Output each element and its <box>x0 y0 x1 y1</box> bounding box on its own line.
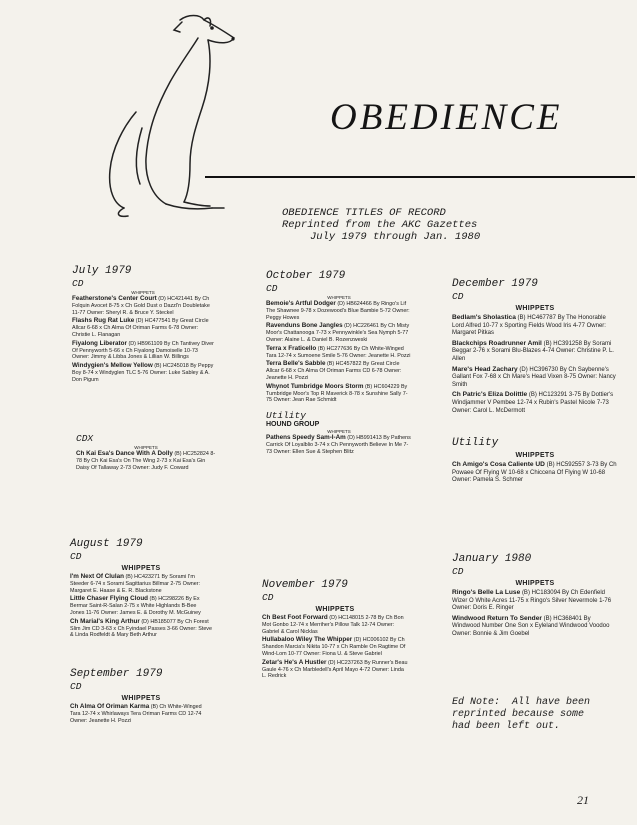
dog-details: (B) HC277636 By Ch White-Winged Tara 12-74 x Sumoene Smile 5-76 Owner: Jeanette H. Pozzi <box>266 345 411 359</box>
intro-block <box>282 207 480 243</box>
list-item <box>452 461 618 485</box>
dog-details: (D) HC421441 By Ch Folquin Avocet 8-75 x Ch Gold Dust o Dazzl'n Doubletake 11-77 Owner: Sheryl R. & Bruce Y. Steckel <box>72 296 210 316</box>
dog-details: (B) HC592557 3-73 By Ch Powaee Of Flying W 10-68 x Chiccena Of Flying W 10-68 Owner: Pamela S. Schmer <box>452 462 617 484</box>
dog-name: Ch Kai Esa's Dance With A Dolly <box>76 450 173 457</box>
dog-name: Little Chaser Flying Cloud <box>70 595 149 603</box>
dog-name: Hullabaloo Wiley The Whipper <box>262 636 353 644</box>
dog-details: (D) HB991413 By Pathens Carrick Of Loyalblio 3-74 x Ch Pennyworth Believe In Me 7-73 Owner: Ellen Sue & Stephen Blitz <box>266 435 411 455</box>
class-heading: CD <box>452 566 464 577</box>
dog-name: Mare's Head Zachary <box>452 365 518 373</box>
heading-rule <box>205 176 635 178</box>
section-august-1979 <box>70 538 212 641</box>
list-item <box>70 619 212 639</box>
dog-name: Fiyalong Liberator <box>72 339 127 347</box>
intro-line: OBEDIENCE TITLES OF RECORD <box>282 207 446 219</box>
list-item <box>452 340 618 364</box>
dog-name: Blackchips Roadrunner Amil <box>452 339 542 347</box>
dog-details: (D) HC477541 By Great Circle Allcar 6-68 x Ch Alma Of Oriman Farms 6-78 Owner: Christie L. Flanagan <box>72 318 209 338</box>
note-line: Ed Note: All have been <box>452 697 591 708</box>
list-item <box>452 589 618 613</box>
page-heading: OBEDIENCE <box>330 97 563 138</box>
class-heading: CDX <box>76 433 94 444</box>
list-item <box>70 704 212 724</box>
dog-details: (D) HC226461 By Ch Misty Moor's Chattanooga 7-73 x Pennywinkle's Sea Nymph 5-77 Owner: Alaine L. & Daniel B. Rozenzweski <box>266 323 410 343</box>
dog-details: (B) HC123291 3-75 By Dottier's Windjammer V Pembee 12-74 x Rubin's Pastel Nicole 7-73 Owner: Carol L. McDermott <box>452 392 614 414</box>
list-item <box>262 637 408 657</box>
class-heading: CD <box>262 592 274 603</box>
dog-name: Ch Alma Of Oriman Karma <box>70 703 150 710</box>
whippet-illustration <box>62 8 277 223</box>
list-item <box>266 384 412 404</box>
list-item <box>452 391 618 415</box>
dog-name: Terra Belle's Sabble <box>266 360 326 368</box>
dog-details: (B) HC391258 By Sorami Beggar 2-76 x Sorami Blu-Blazes 4-74 Owner: Christine P. L. Allen <box>452 340 614 362</box>
dog-details: (D) HB961109 By Ch Tantivey Diver Of Pennyworth 5-66 x Ch Fiyalong Damoiselle 10-73 Owner: Jimmy & Libba Jones & Lillian W. Billings <box>72 340 214 361</box>
dog-name: Bemoie's Artful Dodger <box>266 300 336 307</box>
class-heading: CD <box>70 551 82 562</box>
list-item <box>266 346 412 360</box>
list-item <box>452 366 618 390</box>
dog-name: Bedlam's Sholastica <box>452 314 516 321</box>
dog-details: (D) HC396730 By Ch Saybenne's Gallant Fox 7-68 x Ch Mare's Head Vixen 8-75 Owner: Nancy Smith <box>452 366 616 388</box>
section-july-1979 <box>72 265 214 386</box>
editor-note <box>452 697 590 733</box>
breed-heading: WHIPPETS <box>131 290 155 295</box>
note-line: had been left out. <box>452 721 561 732</box>
dog-details: (B) HC245018 By Peppy Boy 8-74 x Windyglen TLC 5-76 Owner: Luke Sabley & A. Don Pigum <box>72 363 214 383</box>
month-heading: December 1979 <box>452 278 538 290</box>
class-heading: Utility <box>452 437 499 449</box>
list-item <box>72 318 214 338</box>
month-heading: August 1979 <box>70 538 143 550</box>
dog-details: (D) HB185077 By Ch Forest Slim Jim CD 3-63 x Ch Fyindael Passes 3-66 Owner: Steve & Linda Rodfeldt & Mary Beth Arthur <box>70 618 213 639</box>
breed-heading: WHIPPETS <box>134 445 158 450</box>
list-item <box>266 301 412 321</box>
dog-details: (B) HC252824 8-78 By Ch Kai Esa's On The Wing 2-73 x Kai Esa's Gin Daisy Of Tallaway 2-73 Owner: Judy F. Coward <box>76 451 216 471</box>
breed-heading: WHIPPETS <box>327 295 351 300</box>
intro-line: July 1979 through Jan. 1980 <box>310 231 481 243</box>
list-item <box>72 363 214 383</box>
list-item <box>266 361 412 381</box>
list-item <box>452 615 618 639</box>
dog-name: Ch Amigo's Cosa Caliente UD <box>452 461 545 468</box>
list-item <box>72 296 214 316</box>
month-heading: July 1979 <box>72 265 132 277</box>
class-heading: CD <box>266 283 278 294</box>
page-number: 21 <box>577 793 589 807</box>
breed-heading: WHIPPETS <box>515 580 555 587</box>
list-item <box>452 314 618 338</box>
section-december-utility <box>452 437 618 487</box>
month-heading: October 1979 <box>266 270 346 282</box>
dog-details: (B) HC604229 By Tumbridge Moor's Top R Maverick 8-78 x Sunshine Sally 7-75 Owner: Jean Rae Schmidt <box>266 383 408 404</box>
breed-heading: WHIPPETS <box>121 695 161 702</box>
dog-name: Ch Marial's King Arthur <box>70 617 140 625</box>
dog-details: (B) HC298226 By Ex Bermar Saint-R-Salan 2-75 x White Highlands B-Bee Jones 11-76 Owner: James E. & Dorothy M. McGuiney <box>70 596 201 616</box>
list-item <box>70 596 212 616</box>
list-item <box>262 615 408 635</box>
list-item <box>266 323 412 343</box>
intro-line: Reprinted from the AKC Gazettes <box>282 219 478 231</box>
group-heading: HOUND GROUP <box>266 421 320 429</box>
dog-name: Ch Patric's Eliza Dolittle <box>452 391 528 399</box>
section-september-1979 <box>70 668 212 726</box>
breed-heading: WHIPPETS <box>121 565 161 572</box>
dog-name: Zetar's He's A Hustler <box>262 658 327 666</box>
dog-name: Whynot Tumbridge Moors Storm <box>266 382 364 390</box>
dog-details: (B) HC467787 By The Honorable Lord Alfred 10-77 x Sporting Fields Wood Iris 4-77 Owner: Margaret Pitkas <box>452 315 606 337</box>
list-item <box>266 435 412 455</box>
dog-name: Ravenduns Bone Jangles <box>266 322 343 330</box>
breed-heading: WHIPPETS <box>515 452 555 459</box>
class-heading: Utility <box>266 410 306 422</box>
dog-name: Windwood Return To Sender <box>452 614 542 622</box>
dog-name: Flashs Rug Rat Luke <box>72 317 135 325</box>
list-item <box>72 341 214 361</box>
section-january-1980 <box>452 553 618 641</box>
list-item <box>70 574 212 594</box>
dog-name: I'm Next Of Clulan <box>70 573 124 580</box>
month-heading: September 1979 <box>70 668 163 680</box>
dog-details: (B) HC368401 By Windwood Number One Son x Eyleland Windwood Voodoo Owner: Bonnie & Jim Goebel <box>452 615 610 637</box>
dog-details: (B) HC423271 By Sorami I'm Steeder 6-74 x Sorami Sagittarius Billmar 2-75 Owner: Margaret E. Haase & E. R. Blackstone <box>70 574 201 594</box>
list-item <box>76 451 216 471</box>
dog-details: (D) HB624466 By Ringo's Lif The Shawnee 9-78 x Dozewood's Blue Bambie 5-72 Owner: Peggy Howes <box>266 301 410 321</box>
section-december-1979 <box>452 278 618 417</box>
dog-name: Ch Best Foot Forward <box>262 614 328 621</box>
month-heading: January 1980 <box>452 553 532 565</box>
dog-name: Pathens Speedy Sam-I-Am <box>266 434 346 442</box>
list-item <box>262 660 408 680</box>
month-heading: November 1979 <box>262 579 348 591</box>
note-line: reprinted because some <box>452 709 585 720</box>
dog-name: Windygien's Mellow Yellow <box>72 362 153 370</box>
section-july-cdx <box>76 432 216 473</box>
section-november-1979 <box>262 579 408 682</box>
breed-heading: WHIPPETS <box>327 429 351 435</box>
class-heading: CD <box>72 278 84 289</box>
dog-details: (D) HC148015 2-78 By Ch Bon Mot Gonbo 12-74 x Merriher's Pillow Talk 12-74 Owner: Gabriel & Carol Nicklas <box>262 615 404 635</box>
breed-heading: WHIPPETS <box>515 305 555 312</box>
dog-details: (B) HC183094 By Ch Edenfield Wizer O White Acres 11-75 x Ringo's Silver Nevermole 1-76 Owner: Doris E. Ringer <box>452 590 612 612</box>
dog-details: (B) Ch White-Winged Tara 12-74 x Whirlaways Tera Oriman Farms CD 12-74 Owner: Jeanette H. Pozzi <box>70 704 202 724</box>
class-heading: CD <box>452 291 464 302</box>
dog-name: Terra x Fraticello <box>266 344 317 352</box>
breed-heading: WHIPPETS <box>315 606 355 613</box>
dog-details: (D) HC237263 By Runner's Beau Gaule 4-76 x Ch Marbledell's April Mayo 4-72 Owner: Linda L. Redrick <box>262 659 408 680</box>
dog-details: (D) HC006102 By Ch Shandon Marcia's Nikita 10-77 x Ch Ramble On Ragtime Of Wind-Lom 10-77 Owner: Fiona U. & Steve Gabriel <box>262 637 406 657</box>
class-heading: CD <box>70 681 82 692</box>
section-october-1979 <box>266 270 412 458</box>
dog-details: (B) HC457822 By Great Circle Allcar 6-68 x Ch Alma Of Oriman Farms CD 6-78 Owner: Jeanette H. Pozzi <box>266 361 402 381</box>
dog-name: Ringo's Belle La Luse <box>452 589 521 596</box>
dog-name: Featherstone's Center Court <box>72 295 157 302</box>
